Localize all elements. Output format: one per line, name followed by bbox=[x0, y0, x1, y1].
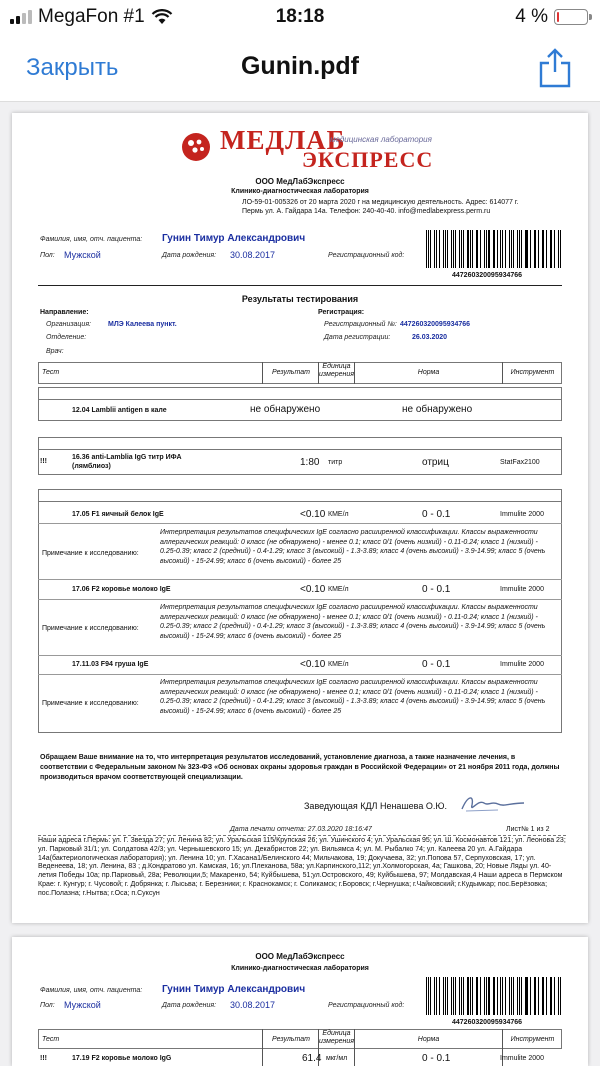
barcode-bar bbox=[502, 230, 503, 268]
barcode-bar bbox=[502, 977, 503, 1015]
logo-subtitle: медицинская лаборатория bbox=[330, 135, 432, 144]
barcode-bar bbox=[488, 977, 489, 1015]
row1-result: не обнаружено bbox=[250, 404, 321, 415]
row1-norm: не обнаружено bbox=[402, 404, 473, 415]
barcode-bar bbox=[447, 230, 448, 268]
row5-unit: КМЕ/л bbox=[328, 661, 349, 668]
page2-col-header-result: Результат bbox=[272, 1036, 310, 1043]
barcode-bar bbox=[526, 977, 527, 1015]
org-label: Организация: bbox=[46, 321, 91, 328]
department-label: Отделение: bbox=[46, 334, 87, 341]
sheet-number: Лист№ 1 из 2 bbox=[506, 826, 550, 833]
reg-code-label: Регистрационный код: bbox=[328, 252, 405, 259]
barcode-bar bbox=[434, 977, 435, 1015]
barcode-bar bbox=[480, 230, 481, 268]
close-button[interactable]: Закрыть bbox=[26, 54, 119, 81]
barcode-bar bbox=[463, 977, 464, 1015]
barcode-bar bbox=[472, 230, 473, 268]
page2-registration-barcode bbox=[426, 977, 562, 1015]
logo-text-medlab: МЕДЛАБ bbox=[220, 125, 346, 155]
license-line: ЛО-59-01-005326 от 20 марта 2020 г на медицинскую деятельность. Адрес: 614077 г. bbox=[242, 199, 519, 206]
referral-heading: Направление: bbox=[40, 309, 89, 316]
barcode-number: 447260320095934766 bbox=[452, 272, 523, 279]
row3-note-text: Интерпретация результатов специфических IgE согласно расширенной классификации. Классы выраженности аллергических реакций: 0 класс (не обнаружено) - менее 0.1; класс 0/1 (очень низкий) - 0.11-0.24; класс 1 (низкий) - 0.25-0.39; класс 2 (средний) - 0.4-1.29; класс 3 (высокий) - 1.3-3.89; класс 4 (очень высокий) - 3.9-14.99; класс 5 (очень высокий) - 15-24.99; класс 6 (очень высокий) - более 25 bbox=[160, 529, 546, 565]
row2-flag: !!! bbox=[40, 458, 47, 465]
page2-row-norm: 0 - 0.1 bbox=[422, 1053, 451, 1064]
page2-row-test: 17.19 F2 коровье молоко IgG bbox=[72, 1055, 172, 1062]
signature-icon bbox=[458, 791, 528, 817]
reg-number-label: Регистрационный №: bbox=[324, 321, 397, 328]
status-bar bbox=[0, 0, 600, 34]
logo-text-express: ЭКСПРЕСС bbox=[302, 147, 434, 172]
reg-date-label: Дата регистрации: bbox=[324, 334, 391, 341]
row3-result: <0.10 bbox=[300, 509, 326, 520]
page2-col-header-test: Тест bbox=[42, 1036, 60, 1043]
row4-test: 17.06 F2 коровье молоко IgE bbox=[72, 586, 171, 593]
page2-col-header-norm: Норма bbox=[417, 1036, 440, 1043]
row5-note-label: Примечание к исследованию: bbox=[42, 700, 139, 707]
barcode-bar bbox=[434, 230, 435, 268]
row4-result: <0.10 bbox=[300, 584, 326, 595]
reg-number: 447260320095934766 bbox=[400, 321, 471, 328]
barcode-bar bbox=[443, 977, 444, 1015]
barcode-bar bbox=[530, 230, 531, 268]
barcode-bar bbox=[497, 230, 498, 268]
barcode-bar bbox=[488, 230, 489, 268]
lab-subtitle: Клинико-диагностическая лаборатория bbox=[231, 188, 369, 195]
pdf-page-1[interactable] bbox=[12, 113, 588, 923]
barcode-bar bbox=[467, 230, 468, 268]
page2-row-flag: !!! bbox=[40, 1055, 47, 1062]
row3-norm: 0 - 0.1 bbox=[422, 509, 451, 520]
barcode-bar bbox=[530, 977, 531, 1015]
row4-instrument: Immulite 2000 bbox=[500, 586, 544, 593]
patient-dob: 30.08.2017 bbox=[230, 250, 276, 260]
col-header-norm: Норма bbox=[417, 369, 440, 376]
legal-warning: Обращаем Ваше внимание на то, что интерпретация результатов исследований, установление диагноза, а также назначение лечения, в соответствии с Федеральным законом № 323-ФЗ «Об основах охраны здоровья граждан в Российской Федерации» от 21 ноября 2011 года, должны производиться врачом соответствующей специализации. bbox=[40, 754, 560, 781]
row5-norm: 0 - 0.1 bbox=[422, 659, 451, 670]
barcode-bar bbox=[517, 230, 518, 268]
row2-norm: отриц bbox=[422, 457, 449, 468]
reg-date: 26.03.2020 bbox=[412, 334, 448, 341]
lab-address: Пермь ул. А. Гайдара 14а. Телефон: 240-40-40. info@medlabexpress.perm.ru bbox=[242, 208, 491, 215]
clock: 18:18 bbox=[275, 6, 325, 27]
row3-test: 17.05 F1 яичный белок IgE bbox=[72, 511, 164, 518]
barcode-bar bbox=[526, 230, 527, 268]
company-name: ООО МедЛабЭкспресс bbox=[255, 177, 345, 186]
patient-name: Гунин Тимур Александрович bbox=[162, 233, 306, 244]
page2-reg-code-label: Регистрационный код: bbox=[328, 1002, 405, 1009]
footer-addresses: Наши адреса г.Пермь: ул. Г. Звезда 27; ул. Ленина 82; ул. Уральская 115/Крупская 26; ул. Ушинского 4; ул. Уральская 95; ул. Ш. Космонавтов 121; ул. Леонова 23; ул. Парковый 31/1; ул. Солдатова 42/3; ул. Чернышевского 15; ул. Декабристов 22; ул. Вильямса 4; ул. М. Рыбалко 74; ул. Калеева 20 ул. А.Гайдара 14а(бактериологическая лаборатория); ул. Ленина 10; ул. Г.Хасана1/Белинского 44; Мильчакова, 19; Докучаева, 32; ул.Попова 57, Серпуховская, 17; ул. Веденеева, 18; ул. Ленина, 83 ; д.Кондратово ул. Камская, 16; ул.Плеханова, 58а; ул.Карпинского,112; ул.Холмогорская, 4а; Гашкова, 20; Новые Ляды ул. 40-летия Победы 10а; пр.Парковый, 28а; Революции,5; Макаренко, 54; Куйбышева, 51;ул.Островского, 49; Куйбышева, 97; Молдавская,4 Наши адреса в Пермском Крае: г. Кунгур; г. Чусовой; г. Добрянка; г. Лысьва; г. Березники; г. Краснокамск; г. Соликамск; г.Боровск; г.Чернушка; г.Чайковский; г.Кудымкар; пос.Берёзовка; пос.Полазна; г.Нытва; г.Оса; п.Суксун bbox=[38, 837, 566, 897]
row5-result: <0.10 bbox=[300, 659, 326, 670]
barcode-bar bbox=[439, 230, 440, 268]
barcode-bar bbox=[439, 977, 440, 1015]
barcode-bar bbox=[554, 230, 555, 268]
document-title: Gunin.pdf bbox=[240, 52, 360, 80]
row2-instrument: StatFax2100 bbox=[500, 459, 540, 466]
barcode-bar bbox=[426, 230, 427, 268]
row3-note-label: Примечание к исследованию: bbox=[42, 550, 139, 557]
registration-heading: Регистрация: bbox=[318, 309, 365, 316]
page2-name-label: Фамилия, имя, отч. пациента: bbox=[40, 987, 143, 994]
barcode-bar bbox=[538, 230, 539, 268]
sex-label: Пол: bbox=[40, 252, 55, 259]
barcode-bar bbox=[519, 230, 520, 268]
battery-percent: 4 % bbox=[515, 6, 548, 27]
barcode-bar bbox=[467, 977, 468, 1015]
barcode-bar bbox=[497, 977, 498, 1015]
col-header-unit: Единица измерения bbox=[319, 363, 355, 378]
pdf-page-2[interactable] bbox=[12, 937, 588, 1066]
barcode-bar bbox=[551, 977, 552, 1015]
page2-barcode-number: 447260320095934766 bbox=[452, 1019, 523, 1026]
page2-patient-dob: 30.08.2017 bbox=[230, 1000, 276, 1010]
row2-result: 1:80 bbox=[300, 457, 320, 468]
barcode-bar bbox=[538, 977, 539, 1015]
row4-unit: КМЕ/л bbox=[328, 586, 349, 593]
barcode-bar bbox=[554, 977, 555, 1015]
barcode-bar bbox=[546, 230, 547, 268]
page2-row-instrument: Immulite 2000 bbox=[500, 1055, 544, 1062]
barcode-bar bbox=[484, 230, 485, 268]
row2-unit: титр bbox=[328, 459, 343, 466]
row3-unit: КМЕ/л bbox=[328, 511, 349, 518]
col-header-test: Тест bbox=[42, 369, 60, 376]
barcode-bar bbox=[480, 977, 481, 1015]
barcode-bar bbox=[517, 977, 518, 1015]
organization: МЛЭ Калеева пункт. bbox=[108, 321, 177, 328]
row3-instrument: Immulite 2000 bbox=[500, 511, 544, 518]
row2-test: 16.36 anti-Lamblia IgG титр ИФА (лямблиоз) bbox=[72, 454, 182, 470]
row5-test: 17.11.03 F94 груша IgE bbox=[72, 661, 149, 668]
carrier-name: MegaFon #1 bbox=[38, 6, 145, 27]
barcode-bar bbox=[463, 230, 464, 268]
barcode-bar bbox=[472, 977, 473, 1015]
row4-note-text: Интерпретация результатов специфических IgE согласно расширенной классификации. Классы выраженности аллергических реакций: 0 класс (не обнаружено) - менее 0.1; класс 0/1 (очень низкий) - 0.11-0.24; класс 1 (низкий) - 0.25-0.39; класс 2 (средний) - 0.4-1.29; класс 3 (высокий) - 1.3-3.89; класс 4 (очень высокий) - 3.9-14.99; класс 5 (очень высокий) - 15-24.99; класс 6 (очень высокий) - более 25 bbox=[160, 604, 546, 640]
registration-barcode bbox=[426, 230, 562, 268]
barcode-bar bbox=[509, 977, 510, 1015]
page2-patient-name: Гунин Тимур Александрович bbox=[162, 984, 306, 995]
barcode-bar bbox=[519, 977, 520, 1015]
barcode-bar bbox=[455, 977, 456, 1015]
page2-row-unit: мкг/мл bbox=[326, 1055, 348, 1062]
row4-note-label: Примечание к исследованию: bbox=[42, 625, 139, 632]
col-header-instrument: Инструмент bbox=[510, 369, 555, 376]
signature-line: Заведующая КДЛ Ненашева О.Ю. bbox=[304, 801, 447, 811]
page2-row-result: 61.4 bbox=[302, 1053, 322, 1064]
medlab-logo-icon bbox=[180, 131, 212, 163]
row5-instrument: Immulite 2000 bbox=[500, 661, 544, 668]
page2-sex-label: Пол: bbox=[40, 1002, 55, 1009]
barcode-bar bbox=[484, 977, 485, 1015]
barcode-bar bbox=[455, 230, 456, 268]
row5-note-text: Интерпретация результатов специфических IgE согласно расширенной классификации. Классы выраженности аллергических реакций: 0 класс (не обнаружено) - менее 0.1; класс 0/1 (очень низкий) - 0.11-0.24; класс 1 (низкий) - 0.25-0.39; класс 2 (средний) - 0.4-1.29; класс 3 (высокий) - 1.3-3.89; класс 4 (очень высокий) - 3.9-14.99; класс 5 (очень высокий) - 15-24.99; класс 6 (очень высокий) - более 25 bbox=[160, 679, 546, 715]
page2-col-header-instrument: Инструмент bbox=[510, 1036, 555, 1043]
page2-dob-label: Дата рождения: bbox=[162, 1002, 217, 1009]
results-title: Результаты тестирования bbox=[241, 294, 359, 304]
barcode-bar bbox=[509, 230, 510, 268]
print-date: Дата печати отчета: 27.03.2020 18:16:47 bbox=[230, 826, 372, 833]
barcode-bar bbox=[447, 977, 448, 1015]
barcode-bar bbox=[551, 230, 552, 268]
page2-col-header-unit: Единица измерения bbox=[319, 1030, 355, 1045]
nav-bar bbox=[0, 34, 600, 102]
barcode-bar bbox=[546, 977, 547, 1015]
page2-company: ООО МедЛабЭкспресс bbox=[255, 952, 345, 961]
doctor-label: Врач: bbox=[46, 348, 64, 355]
barcode-bar bbox=[426, 977, 427, 1015]
row4-norm: 0 - 0.1 bbox=[422, 584, 451, 595]
battery-icon bbox=[554, 9, 588, 25]
col-header-result: Результат bbox=[272, 369, 310, 376]
row1-test: 12.04 Lamblii antigen в кале bbox=[72, 407, 167, 414]
page2-lab-subtitle: Клинико-диагностическая лаборатория bbox=[231, 965, 369, 972]
patient-name-label: Фамилия, имя, отч. пациента: bbox=[40, 236, 143, 243]
patient-sex: Мужской bbox=[64, 250, 101, 260]
dob-label: Дата рождения: bbox=[162, 252, 217, 259]
barcode-bar bbox=[443, 230, 444, 268]
page2-patient-sex: Мужской bbox=[64, 1000, 101, 1010]
share-icon[interactable] bbox=[538, 48, 572, 88]
